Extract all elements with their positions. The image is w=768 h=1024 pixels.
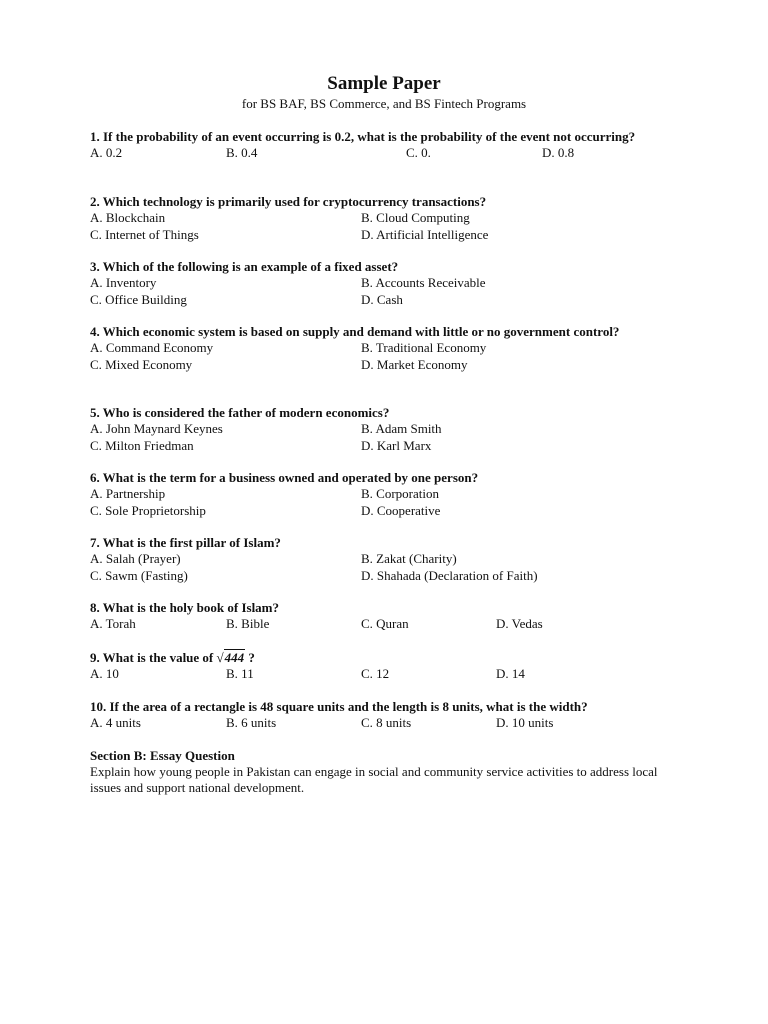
- option-d: D. 0.8: [542, 145, 575, 161]
- options-row: [90, 292, 690, 308]
- option-a: A. Torah: [90, 616, 136, 632]
- option-c: C. Internet of Things: [90, 226, 199, 242]
- options-row: [90, 551, 690, 567]
- option-c: C. 8 units: [361, 715, 412, 731]
- radicand: 444: [224, 650, 245, 665]
- question-text: 4. Which economic system is based on supply and demand with little or no government control?: [90, 324, 620, 339]
- question-8: [90, 600, 690, 633]
- question-text: 10. If the area of a rectangle is 48 square units and the length is 8 units, what is the width?: [90, 699, 588, 714]
- options-row: [90, 340, 690, 356]
- option-a: A. Salah (Prayer): [90, 551, 181, 567]
- option-d: D. Market Economy: [361, 356, 468, 372]
- question-7: [90, 535, 690, 584]
- option-b: B. Traditional Economy: [361, 340, 487, 356]
- option-c: C. Sole Proprietorship: [90, 502, 206, 518]
- options-row: [90, 210, 690, 226]
- options-row: [90, 421, 690, 437]
- question-text: [90, 650, 690, 666]
- option-d: D. Karl Marx: [361, 437, 432, 453]
- page-subtitle: for BS BAF, BS Commerce, and BS Fintech Programs: [241, 96, 527, 111]
- question-4: [90, 324, 690, 373]
- option-d: D. Vedas: [496, 616, 543, 632]
- options-row: [90, 227, 690, 243]
- question-text: 1. If the probability of an event occurring is 0.2, what is the probability of the event not occurring?: [90, 129, 636, 144]
- option-c: C. Milton Friedman: [90, 437, 194, 453]
- option-d: D. 10 units: [496, 715, 554, 731]
- option-b: B. 6 units: [226, 715, 277, 731]
- options-row: [90, 357, 690, 373]
- square-root-expression: [217, 650, 246, 666]
- question-text: 6. What is the term for a business owned and operated by one person?: [90, 470, 479, 485]
- options-row: [90, 438, 690, 454]
- option-d: D. Shahada (Declaration of Faith): [361, 567, 538, 583]
- option-d: D. Cash: [361, 291, 403, 307]
- options-row: [90, 568, 690, 584]
- option-c: C. Sawm (Fasting): [90, 567, 188, 583]
- option-a: A. 0.2: [90, 145, 123, 161]
- option-b: B. Adam Smith: [361, 421, 442, 437]
- question-text-prefix: 9. What is the value of: [90, 650, 217, 665]
- essay-question-text: Explain how young people in Pakistan can engage in social and community service activities to address local issues and support national development.: [90, 764, 658, 796]
- option-b: B. Zakat (Charity): [361, 551, 457, 567]
- option-a: A. Inventory: [90, 275, 157, 291]
- option-a: A. 4 units: [90, 715, 141, 731]
- page-title: Sample Paper: [327, 73, 441, 94]
- question-text: 5. Who is considered the father of modern economics?: [90, 405, 390, 420]
- options-row: [90, 503, 690, 519]
- question-2: [90, 194, 690, 243]
- question-5: [90, 405, 690, 454]
- option-c: C. 12: [361, 666, 390, 682]
- option-d: D. Artificial Intelligence: [361, 226, 489, 242]
- option-a: A. Blockchain: [90, 210, 166, 226]
- options-row: [90, 486, 690, 502]
- option-b: B. 11: [226, 666, 254, 682]
- option-a: A. John Maynard Keynes: [90, 421, 223, 437]
- option-c: C. Quran: [361, 616, 409, 632]
- option-d: D. Cooperative: [361, 502, 441, 518]
- option-b: B. Corporation: [361, 486, 439, 502]
- option-a: A. 10: [90, 666, 119, 682]
- question-1: [90, 129, 690, 162]
- question-text: 3. Which of the following is an example of a fixed asset?: [90, 259, 399, 274]
- option-b: B. Bible: [226, 616, 270, 632]
- radical-sign-icon: √: [216, 650, 224, 665]
- option-b: B. 0.4: [226, 145, 258, 161]
- question-text-suffix: ?: [245, 650, 255, 665]
- option-c: C. Mixed Economy: [90, 356, 193, 372]
- option-a: A. Command Economy: [90, 340, 214, 356]
- option-c: C. 0.: [406, 145, 431, 161]
- question-text: 2. Which technology is primarily used for cryptocurrency transactions?: [90, 194, 487, 209]
- options-row: [90, 666, 690, 682]
- options-row: [90, 715, 710, 731]
- option-d: D. 14: [496, 666, 525, 682]
- option-b: B. Cloud Computing: [361, 210, 470, 226]
- question-text: 8. What is the holy book of Islam?: [90, 600, 280, 615]
- option-b: B. Accounts Receivable: [361, 275, 486, 291]
- question-9: [90, 650, 690, 683]
- question-text: 7. What is the first pillar of Islam?: [90, 535, 281, 550]
- options-row: [90, 616, 690, 632]
- section-b-title: Section B: Essay Question: [90, 748, 235, 763]
- question-6: [90, 470, 690, 519]
- option-a: A. Partnership: [90, 486, 166, 502]
- options-row: [90, 145, 690, 161]
- options-row: [90, 275, 690, 291]
- option-c: C. Office Building: [90, 291, 187, 307]
- question-3: [90, 259, 690, 308]
- question-10: [90, 699, 710, 732]
